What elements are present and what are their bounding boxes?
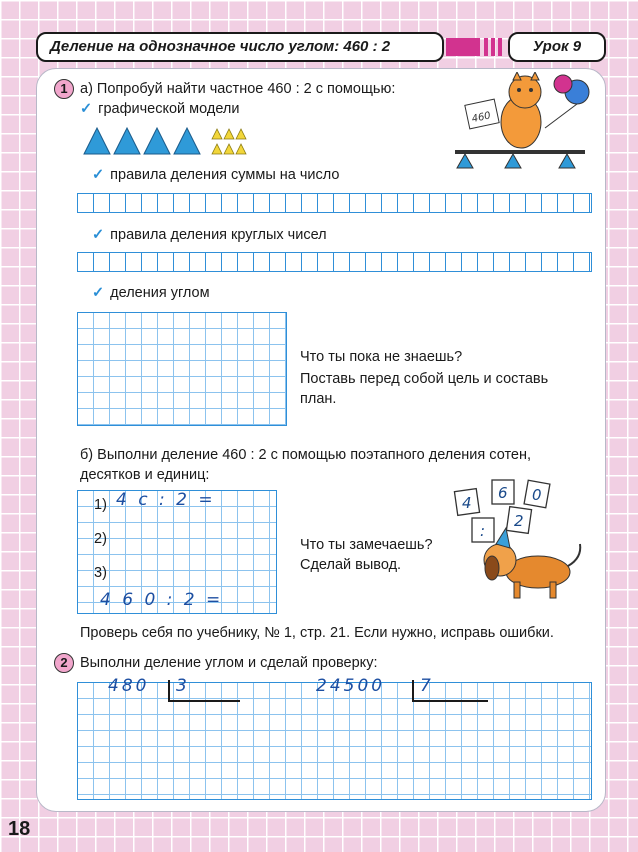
checkmark-icon: ✓ bbox=[92, 227, 105, 243]
big-triangle-icon bbox=[84, 128, 110, 154]
svg-text:460: 460 bbox=[470, 110, 492, 126]
method-sum: ✓ правила деления суммы на число bbox=[92, 167, 340, 183]
checkmark-icon: ✓ bbox=[80, 101, 93, 117]
answer-line-round[interactable] bbox=[77, 252, 592, 272]
example-2-divisor: 7 bbox=[420, 676, 434, 696]
svg-text:0: 0 bbox=[532, 486, 542, 504]
step-1-label: 1) bbox=[94, 497, 107, 513]
task-1b-intro-line2: десятков и единиц: bbox=[80, 467, 210, 483]
task-2-text: Выполни деление углом и сделай проверку: bbox=[80, 655, 378, 671]
task-2-number: 2 bbox=[54, 653, 74, 673]
step-2-label: 2) bbox=[94, 531, 107, 547]
lesson-title: Деление на однозначное число углом: 460 : 2 bbox=[36, 32, 444, 62]
method-corner: ✓ деления углом bbox=[92, 285, 210, 301]
header-stripes bbox=[446, 38, 506, 56]
step-3-label: 3) bbox=[94, 565, 107, 581]
task-1b-intro-line1: б) Выполни деление 460 : 2 с помощью поэтапного деления сотен, bbox=[80, 447, 532, 463]
big-triangle-icon bbox=[174, 128, 200, 154]
big-triangle-icon bbox=[114, 128, 140, 154]
svg-text:6: 6 bbox=[498, 484, 508, 502]
corner-division-grid[interactable] bbox=[77, 312, 287, 426]
svg-text::: : bbox=[480, 522, 486, 540]
cat-on-scale-illustration bbox=[455, 72, 595, 184]
step-4-handwriting: 4 6 0 : 2 = bbox=[100, 590, 224, 610]
checkmark-icon: ✓ bbox=[92, 167, 105, 183]
method-graphic: ✓ графической модели bbox=[80, 101, 240, 117]
task-1a-intro: а) Попробуй найти частное 460 : 2 с помощью: bbox=[80, 81, 396, 97]
svg-text:4: 4 bbox=[462, 494, 472, 512]
lesson-number: Урок 9 bbox=[508, 32, 606, 62]
checkmark-icon: ✓ bbox=[92, 285, 105, 301]
page-number: 18 bbox=[8, 818, 31, 840]
self-check-text: Проверь себя по учебнику, № 1, стр. 21. Если нужно, исправь ошибки. bbox=[80, 625, 554, 641]
instruction-plan: план. bbox=[300, 391, 337, 407]
graphic-model-triangles bbox=[82, 124, 254, 156]
question-notice: Что ты замечаешь? bbox=[300, 537, 433, 553]
example-2-dividend: 24500 bbox=[316, 676, 386, 696]
big-triangle-icon bbox=[144, 128, 170, 154]
example-1-divisor: 3 bbox=[176, 676, 190, 696]
instruction-goal: Поставь перед собой цель и составь bbox=[300, 371, 549, 387]
task-1-number: 1 bbox=[54, 79, 74, 99]
instruction-conclusion: Сделай вывод. bbox=[300, 557, 402, 573]
dog-with-cards-illustration bbox=[446, 478, 596, 606]
method-round: ✓ правила деления круглых чисел bbox=[92, 227, 327, 243]
step-1-handwriting: 4 с : 2 = bbox=[116, 490, 216, 510]
example-1-dividend: 480 bbox=[108, 676, 150, 696]
task-2-answer-grid[interactable] bbox=[77, 682, 592, 800]
answer-line-sum[interactable] bbox=[77, 193, 592, 213]
question-unknown: Что ты пока не знаешь? bbox=[300, 349, 463, 365]
svg-text:2: 2 bbox=[514, 512, 524, 530]
